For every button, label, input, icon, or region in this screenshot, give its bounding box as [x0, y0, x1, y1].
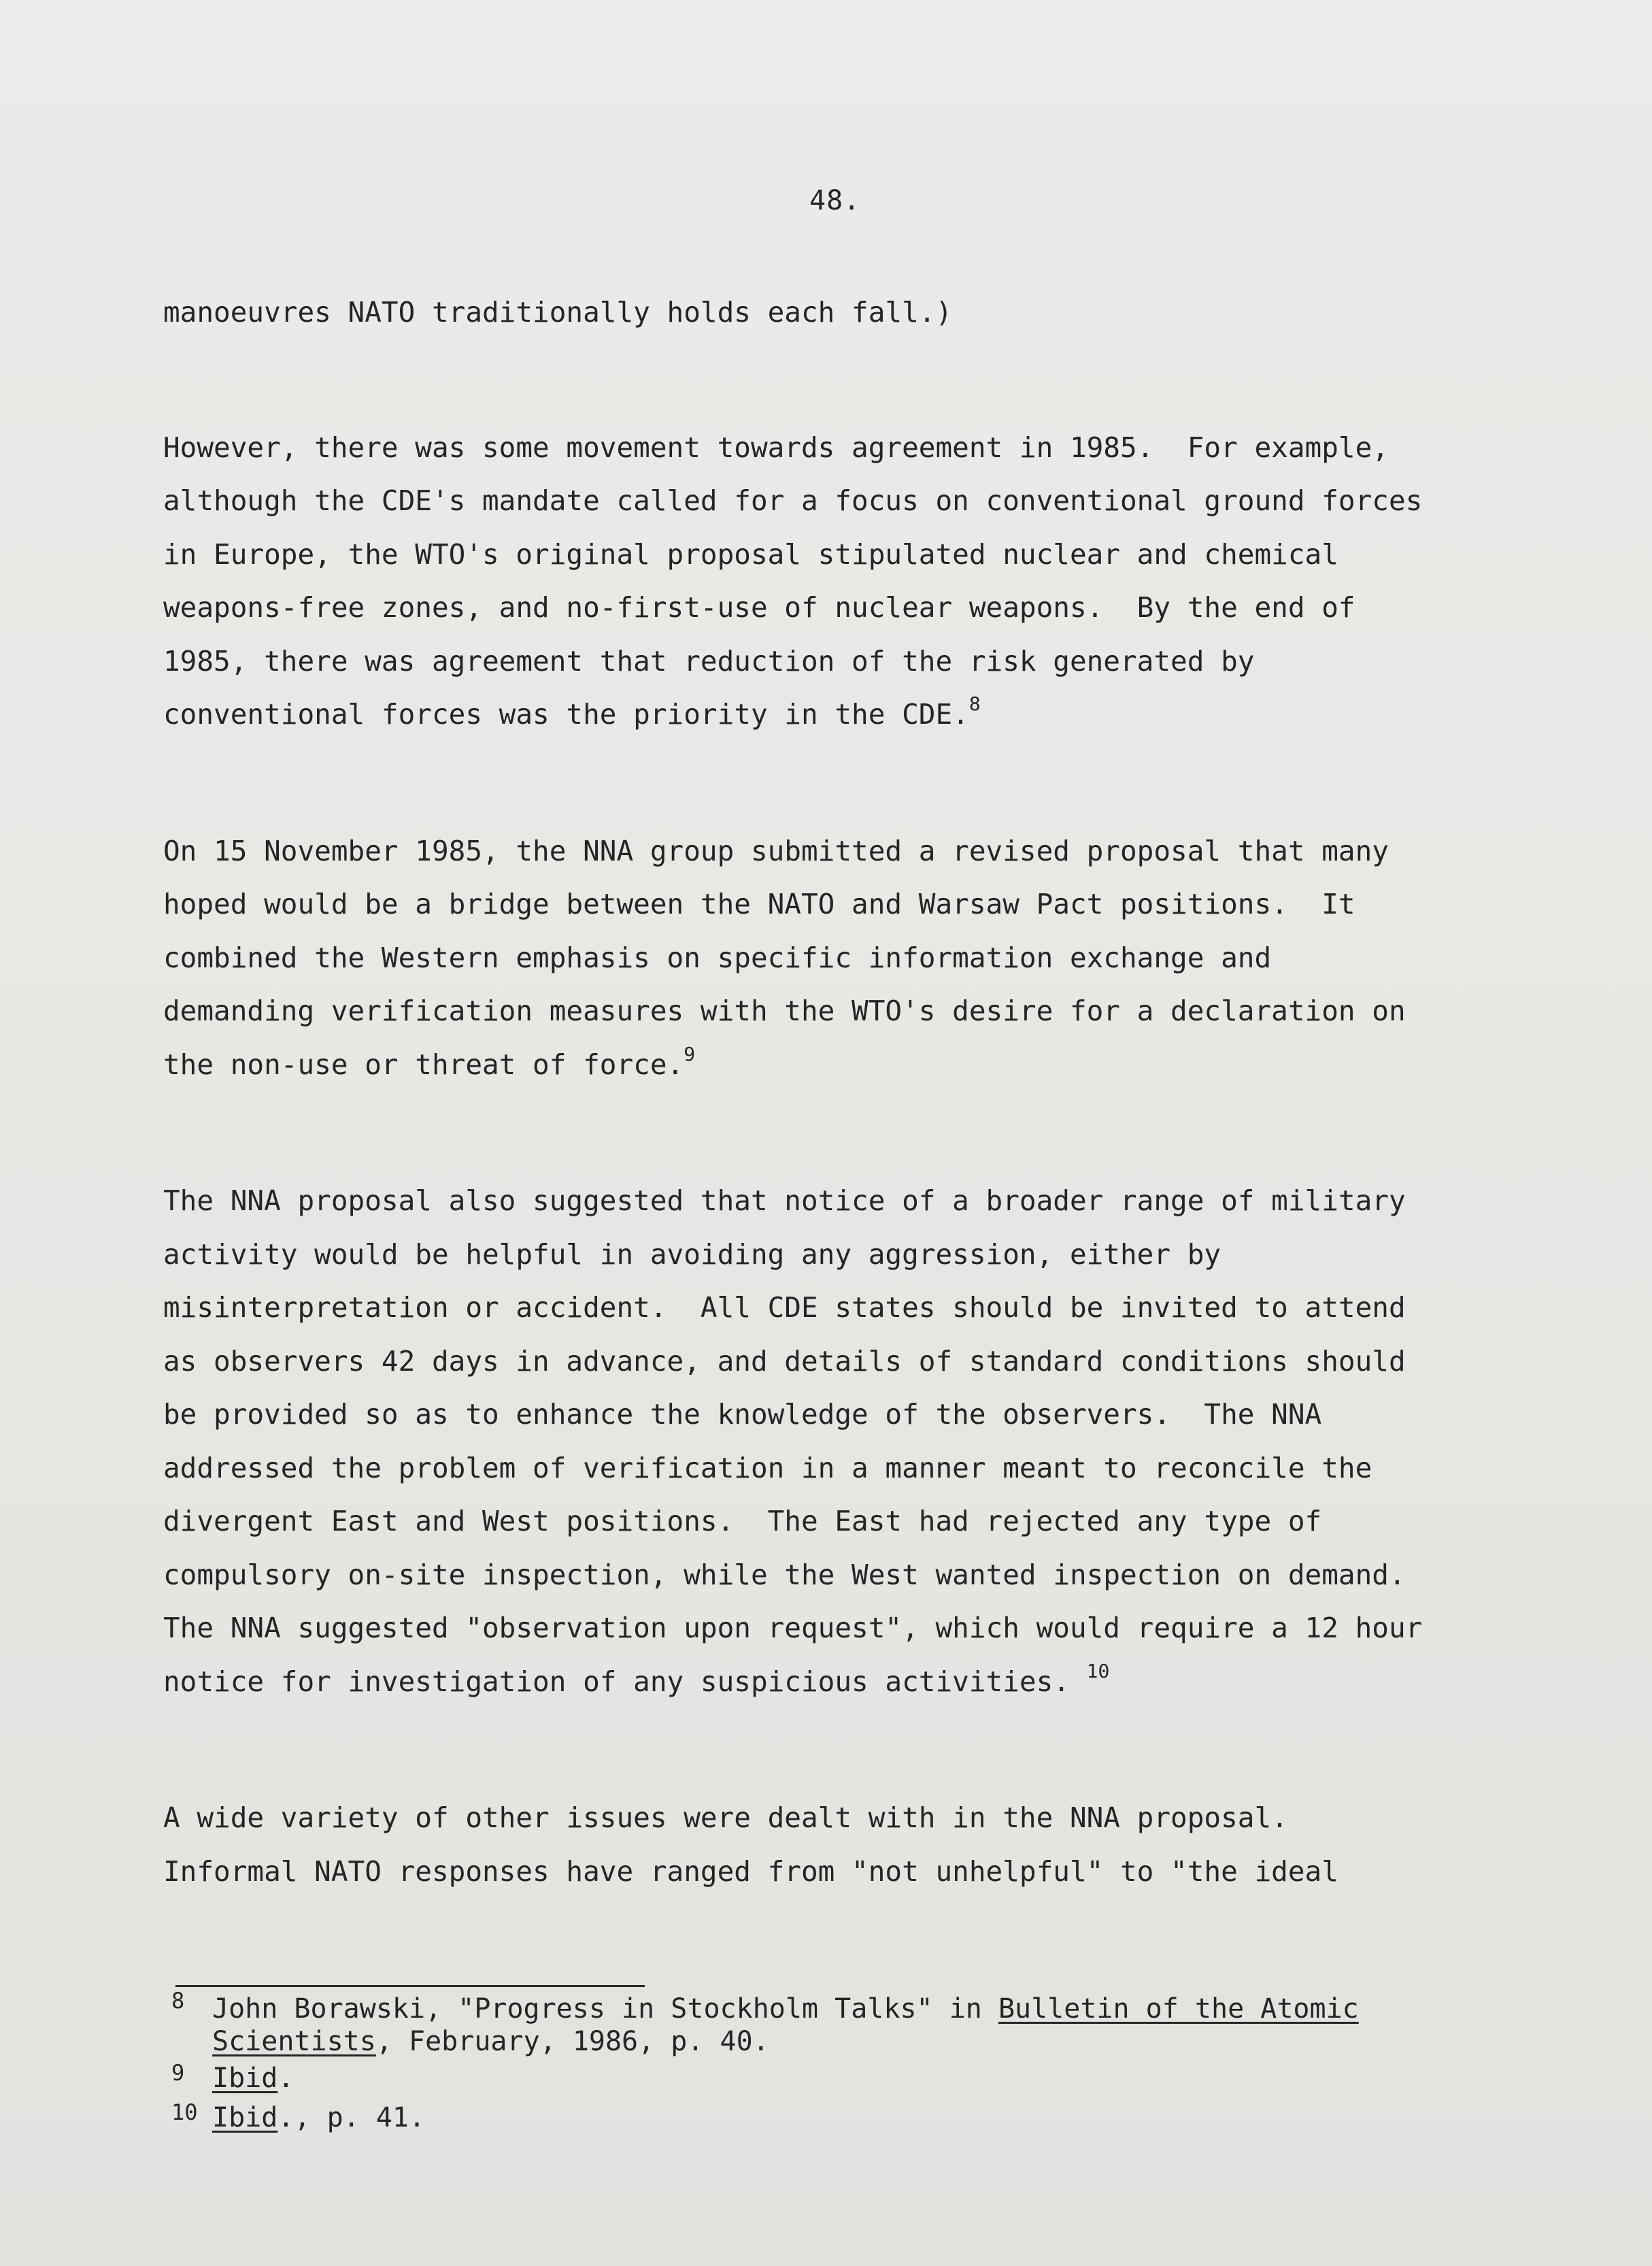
footnote-divider: [175, 1985, 645, 1987]
paragraph-2: [163, 421, 1496, 742]
text-line: misinterpretation or accident. All CDE states should be invited to attend: [163, 1291, 1406, 1324]
text-line: However, there was some movement towards agreement in 1985. For example,: [163, 431, 1389, 464]
text-line: as observers 42 days in advance, and details of standard conditions should: [163, 1344, 1406, 1378]
footnote-ref-9: 9: [684, 1042, 696, 1065]
text-line: demanding verification measures with the WTO's desire for a declaration on: [163, 995, 1406, 1027]
paragraph-3: [163, 824, 1496, 1092]
footnote-line: [212, 2026, 769, 2057]
text-line: weapons-free zones, and no-first-use of nuclear weapons. By the end of: [163, 591, 1355, 624]
text-line-with-ref: [163, 1655, 1496, 1709]
text-line: manoeuvres NATO traditionally holds each fall.): [163, 296, 953, 329]
paragraph-5: [163, 1791, 1496, 1898]
footnote-text: John Borawski, "Progress in Stockholm Talks" in: [212, 1993, 998, 2025]
footnote-title: Scientists: [212, 2026, 376, 2057]
text-line-with-ref: [163, 1038, 1496, 1092]
paragraph-1: [163, 286, 1496, 339]
footnote-text: , February, 1986, p. 40.: [375, 2026, 769, 2057]
text-line: addressed the problem of verification in a manner meant to reconcile the: [163, 1451, 1372, 1484]
text-line: On 15 November 1985, the NNA group submitted a revised proposal that many: [163, 834, 1389, 867]
text-line: 1985, there was agreement that reduction of the risk generated by: [163, 644, 1255, 678]
text-line: notice for investigation of any suspicious activities.: [163, 1665, 1087, 1698]
text-line: the non-use or threat of force.: [163, 1048, 684, 1081]
text-line: A wide variety of other issues were dealt with in the NNA proposal.: [163, 1801, 1288, 1834]
footnote-number: 9: [171, 2060, 185, 2086]
footnote-number: 10: [171, 2099, 198, 2125]
footnote-ref-8: 8: [968, 693, 981, 715]
text-line: be provided so as to enhance the knowledge of the observers. The NNA: [163, 1398, 1322, 1431]
paragraph-4: [163, 1174, 1496, 1708]
text-line: The NNA proposal also suggested that notice of a broader range of military: [163, 1184, 1406, 1217]
footnote-title: Ibid: [212, 2063, 278, 2094]
text-line-with-ref: [163, 688, 1496, 742]
footnote-title: Ibid: [212, 2102, 278, 2133]
footnote-text: ., p. 41.: [277, 2102, 426, 2133]
footnote-title: Bulletin of the Atomic: [998, 1993, 1359, 2025]
footnote-line: [212, 1993, 1359, 2025]
text-line: divergent East and West positions. The East had rejected any type of: [163, 1505, 1322, 1537]
footnote-text: .: [277, 2063, 294, 2094]
footnote-8: [171, 1988, 1532, 2056]
footnote-number: 8: [171, 1988, 185, 2014]
text-line: combined the Western emphasis on specific information exchange and: [163, 941, 1272, 974]
footnote-line: [212, 2102, 425, 2133]
text-line: although the CDE's mandate called for a focus on conventional ground forces: [163, 484, 1423, 517]
text-line: compulsory on-site inspection, while the West wanted inspection on demand.: [163, 1558, 1406, 1591]
text-line: Informal NATO responses have ranged from "not unhelpful" to "the ideal: [163, 1854, 1338, 1888]
footnote-9: [171, 2056, 852, 2094]
page-number: 48.: [809, 185, 861, 216]
text-line: hoped would be a bridge between the NATO and Warsaw Pact positions. It: [163, 888, 1355, 920]
footnote-ref-10: 10: [1086, 1659, 1110, 1682]
footnote-10: [171, 2090, 852, 2131]
text-line: activity would be helpful in avoiding any aggression, either by: [163, 1237, 1221, 1271]
body-text: [163, 286, 1496, 1898]
footnote-line: [212, 2063, 294, 2094]
text-line: in Europe, the WTO's original proposal stipulated nuclear and chemical: [163, 537, 1338, 571]
text-line: The NNA suggested "observation upon request", which would require a 12 hour: [163, 1612, 1423, 1644]
text-line: conventional forces was the priority in the CDE.: [163, 698, 969, 731]
